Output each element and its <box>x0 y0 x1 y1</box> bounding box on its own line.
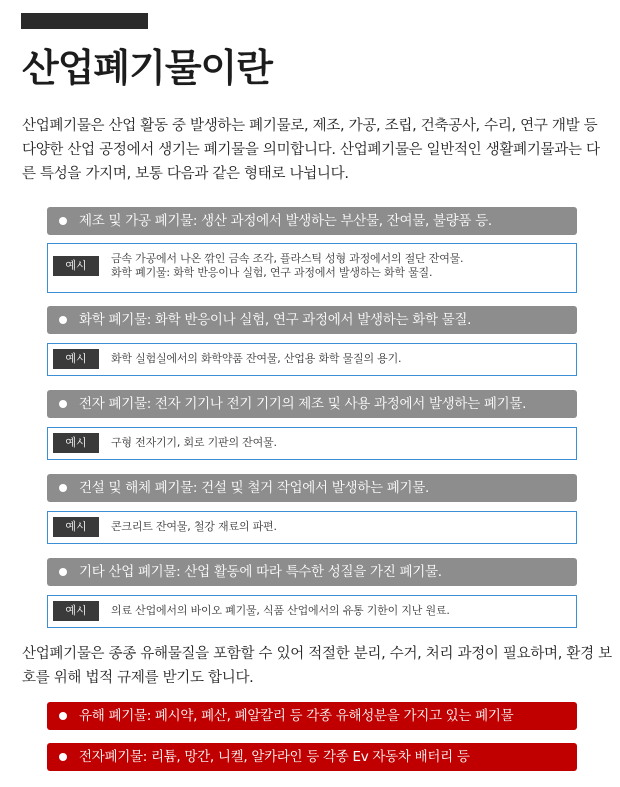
outro-paragraph: 산업폐기물은 종종 유해물질을 포함할 수 있어 적절한 분리, 수거, 처리 과정이 필요하며, 환경 보호를 위해 법적 규제를 받기도 합니다. <box>22 646 612 686</box>
example-text: 구형 전자기기, 회로 기판의 잔여물. <box>111 436 277 449</box>
highlight-electronic-waste <box>47 743 577 771</box>
bullet-icon <box>59 217 67 225</box>
example-label: 예시 <box>53 256 99 276</box>
example-text: 금속 가공에서 나온 깎인 금속 조각, 플라스틱 성형 과정에서의 절단 잔여물. <box>111 252 464 265</box>
category-heading-text: 전자 폐기물: 전자 기기나 전기 기기의 제조 및 사용 과정에서 발생하는 폐기물. <box>79 396 527 412</box>
example-box <box>47 243 577 293</box>
page-title: 산업폐기물이란 <box>22 46 272 90</box>
category-heading-chemical <box>47 306 577 334</box>
category-heading-text: 기타 산업 폐기물: 산업 활동에 따라 특수한 성질을 가진 폐기물. <box>79 564 442 580</box>
category-heading-construction <box>47 474 577 502</box>
example-text: 화학 실험실에서의 화학약품 잔여물, 산업용 화학 물질의 용기. <box>111 352 402 365</box>
category-heading-text: 화학 폐기물: 화학 반응이나 실험, 연구 과정에서 발생하는 화학 물질. <box>79 312 472 328</box>
example-box <box>47 427 577 460</box>
bullet-icon <box>59 316 67 324</box>
category-heading-electronic <box>47 390 577 418</box>
example-label: 예시 <box>53 517 99 537</box>
top-decoration-bar <box>21 13 148 29</box>
example-label: 예시 <box>53 349 99 369</box>
bullet-icon <box>59 484 67 492</box>
bullet-icon <box>59 568 67 576</box>
example-label: 예시 <box>53 433 99 453</box>
highlight-hazardous-waste <box>47 702 577 730</box>
bullet-icon <box>59 712 67 720</box>
example-text: 의료 산업에서의 바이오 폐기물, 식품 산업에서의 유통 기한이 지난 원료. <box>111 604 450 617</box>
category-heading-text: 제조 및 가공 폐기물: 생산 과정에서 발생하는 부산물, 잔여물, 불량품 등. <box>79 213 492 229</box>
example-box <box>47 511 577 544</box>
example-box <box>47 343 577 376</box>
intro-paragraph: 산업폐기물은 산업 활동 중 발생하는 폐기물로, 제조, 가공, 조립, 건축공사, 수리, 연구 개발 등 다양한 산업 공정에서 생기는 폐기물을 의미합니다. 산업폐기물은 일반적인 생활폐기물과는 다른 특성을 가지며, 보통 다음과 같은 형태로 나뉩니다. <box>22 118 600 182</box>
highlight-text: 유해 폐기물: 폐시약, 폐산, 폐알칼리 등 각종 유해성분을 가지고 있는 폐기물 <box>79 708 514 724</box>
example-box <box>47 595 577 628</box>
example-text: 화학 폐기물: 화학 반응이나 실험, 연구 과정에서 발생하는 화학 물질. <box>111 266 433 279</box>
example-label: 예시 <box>53 601 99 621</box>
category-heading-text: 건설 및 해체 폐기물: 건설 및 철거 작업에서 발생하는 폐기물. <box>79 480 429 496</box>
bullet-icon <box>59 753 67 761</box>
highlight-text: 전자폐기물: 리튬, 망간, 니켈, 알카라인 등 각종 Ev 자동차 배터리 등 <box>79 749 470 765</box>
bullet-icon <box>59 400 67 408</box>
example-text: 콘크리트 잔여물, 철강 재료의 파편. <box>111 520 277 533</box>
category-heading-other <box>47 558 577 586</box>
category-heading-manufacturing <box>47 207 577 235</box>
